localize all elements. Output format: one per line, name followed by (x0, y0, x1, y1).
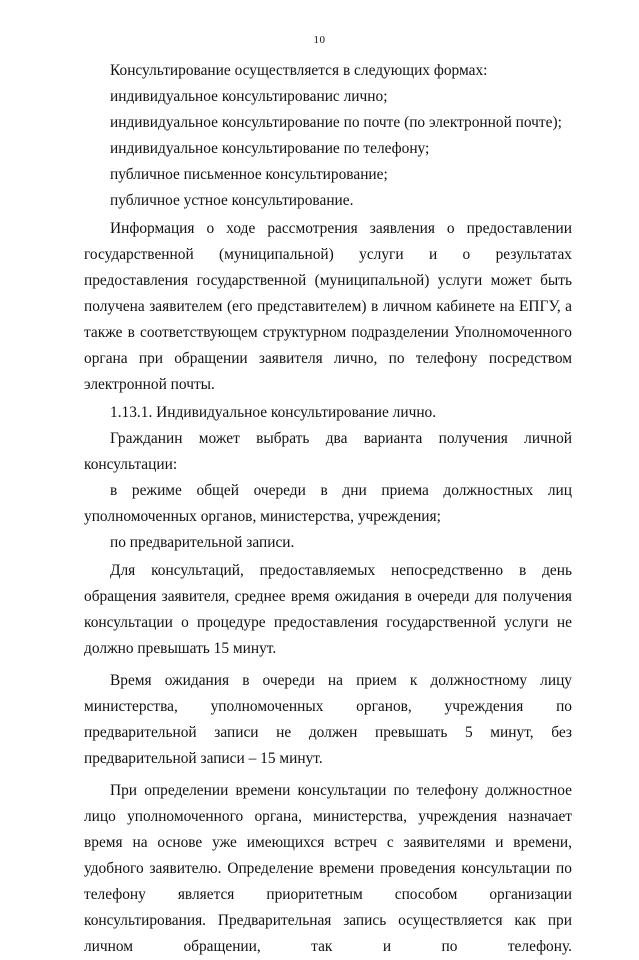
paragraph: Гражданин может выбрать два варианта получения личной консультации: (84, 430, 572, 473)
document-body (84, 58, 572, 960)
list-item: по предварительной записи. (110, 534, 295, 551)
list-item: индивидуальное консультирование по почте (по электронной почте); (110, 114, 562, 131)
list-item: публичное письменное консультирование; (110, 166, 388, 183)
page-number: 10 (313, 34, 326, 46)
paragraph: Консультирование осуществляется в следующих формах: (110, 62, 488, 79)
list-item: в режиме общей очереди в дни приема должностных лиц уполномоченных органов, министерства, учреждения; (84, 482, 572, 525)
list-item: индивидуальное консультированис лично; (110, 88, 388, 105)
paragraph: Время ожидания в очереди на прием к должностному лицу министерства, уполномоченных органов, учреждения по предварительной записи не должен превышать 5 минут, без предварительной записи – 15 минут. (84, 672, 572, 767)
list-item: индивидуальное консультирование по телефону; (110, 140, 430, 157)
paragraph: Для консультаций, предоставляемых непосредственно в день обращения заявителя, среднее время ожидания в очереди для получения консультации о процедуре предоставления государственной услуги не должно превышать 15 минут. (84, 562, 572, 657)
paragraph: Информация о ходе рассмотрения заявления о предоставлении государственной (муниципальной) услуги и о результатах предоставления государственной (муниципальной) услуги может быть получена заявителем (его представителем) в личном кабинете на ЕПГУ, а также в соответствующем структурном подразделении Уполномоченного органа при обращении заявителя лично, по телефону посредством электронной почты. (84, 220, 572, 393)
paragraph: При определении времени консультации по телефону должностное лицо уполномоченного органа, министерства, учреждения назначает время на основе уже имеющихся встреч с заявителями и времени, удобного заявителю. Определение времени проведения консультации по телефону является приоритетным способом организации консультирования. Предварительная запись осуществляется как при личном обращении, так и по телефону. (84, 782, 572, 955)
list-item: публичное устное консультирование. (110, 192, 354, 209)
section-heading: 1.13.1. Индивидуальное консультирование лично. (110, 404, 437, 421)
